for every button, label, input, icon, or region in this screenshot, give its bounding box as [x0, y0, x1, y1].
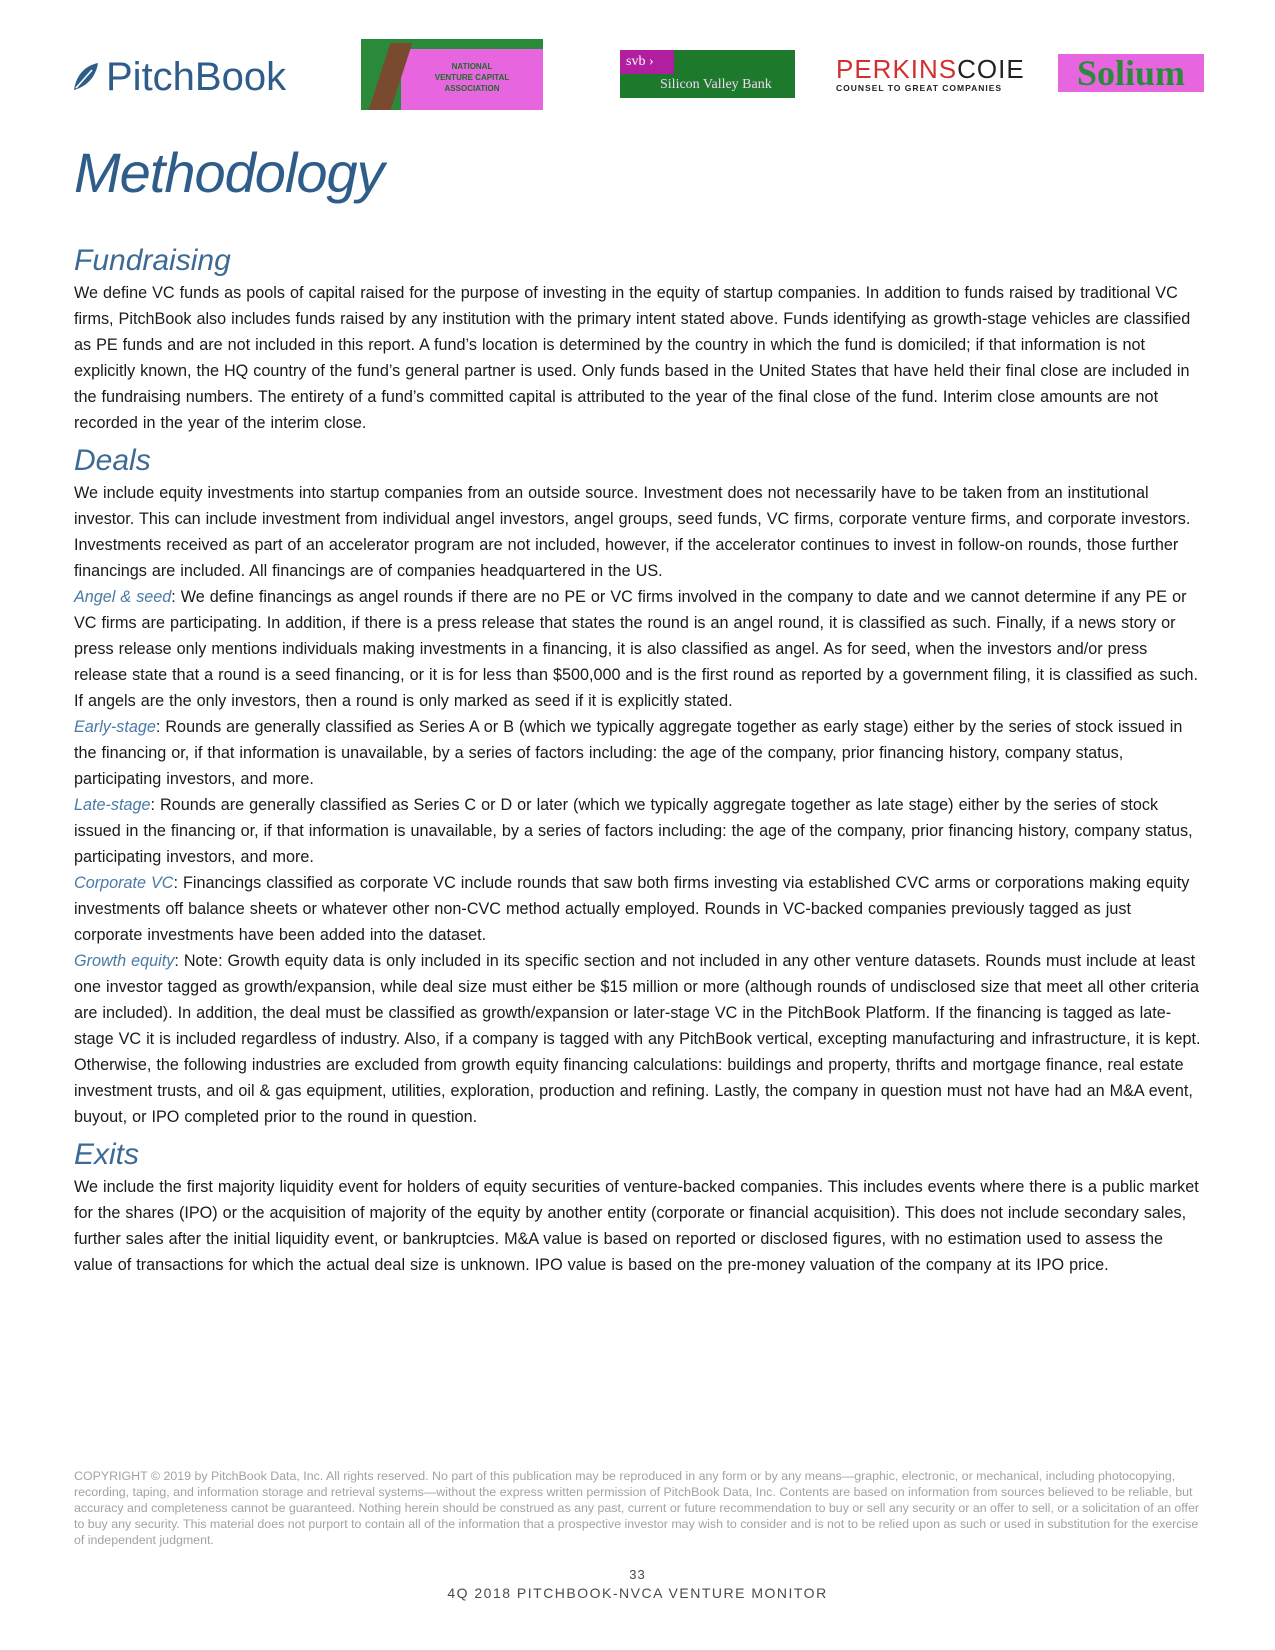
perkins-coie-logo [836, 54, 1025, 95]
svb-name: Silicon Valley Bank [660, 77, 772, 92]
corporate-vc-text: : Financings classified as corporate VC include rounds that saw both firms investing via established CVC arms or corporations making equity investments off balance sheets or whatever other non-CVC method actually employed. Rounds in VC-backed companies previously tagged as just corporate investments have been added into the dataset. [74, 874, 1190, 944]
corporate-vc-label: Corporate VC [74, 874, 174, 892]
coie-wordmark: COIE [957, 54, 1025, 84]
perkins-tagline: COUNSEL TO GREAT COMPANIES [836, 83, 1003, 93]
svb-tag: svb › [620, 50, 674, 74]
page-title: Methodology [74, 141, 384, 204]
pitchbook-leaf-icon [70, 60, 100, 94]
growth-equity-label: Growth equity [74, 952, 175, 970]
page-number: 33 [629, 1567, 646, 1582]
angel-seed-label: Angel & seed [74, 588, 172, 606]
methodology-content [74, 242, 1202, 1278]
exits-heading: Exits [74, 1138, 140, 1171]
fundraising-heading: Fundraising [74, 244, 231, 277]
early-stage-paragraph [74, 714, 1202, 792]
perkins-wordmark: PERKINS [836, 54, 958, 84]
growth-equity-text: : Note: Growth equity data is only included in its specific section and not included in any other venture datasets. Rounds must include at least one investor tagged as growth/expansion, while deal size must either be $15 million or more (although rounds of undisclosed size that meet all other criteria are included). In addition, the deal must be classified as growth/expansion or later-stage VC in the PitchBook Platform. If the financing is tagged as late-stage VC it is included regardless of industry. Also, if a company is tagged with any PitchBook vertical, excepting manufacturing and infrastructure, it is kept. Otherwise, the following industries are excluded from growth equity financing calculations: buildings and property, thrifts and mortgage finance, real estate investment trusts, and oil & gas equipment, utilities, exploration, production and refining. Lastly, the company in question must not have had an M&A event, buyout, or IPO completed prior to the round in question. [74, 952, 1201, 1126]
exits-paragraph: We include the first majority liquidity event for holders of equity securities of venture-backed companies. This includes events where there is a public market for the shares (IPO) or the acquisition of majority of the equity by another entity (corporate or financial acquisition). This does not include secondary sales, further sales after the initial liquidity event, or bankruptcies. M&A value is based on reported or disclosed figures, with no estimation used to assess the value of transactions for which the actual deal size is unknown. IPO value is based on the pre-money valuation of the company at its IPO price. [74, 1178, 1199, 1274]
late-stage-label: Late-stage [74, 796, 151, 814]
nvca-logo-text: NATIONAL VENTURE CAPITAL ASSOCIATION [434, 62, 510, 93]
fundraising-paragraph: We define VC funds as pools of capital raised for the purpose of investing in the equity of startup companies. In addition to funds raised by traditional VC firms, PitchBook also includes funds raised by any institution with the primary intent stated above. Funds identifying as growth-stage vehicles are classified as PE funds and are not included in this report. A fund’s location is determined by the country in which the fund is domiciled; if that information is not explicitly known, the HQ country of the fund’s general partner is used. Only funds based in the United States that have held their final close are included in the fundraising numbers. The entirety of a fund’s committed capital is attributed to the year of the final close of the fund. Interim close amounts are not recorded in the year of the interim close. [74, 284, 1191, 432]
solium-wordmark: Solium [1076, 53, 1186, 93]
svb-logo [620, 50, 795, 98]
growth-equity-paragraph [74, 948, 1202, 1130]
early-stage-label: Early-stage [74, 718, 156, 736]
early-stage-text: : Rounds are generally classified as Series A or B (which we typically aggregate together as early stage) either by the series of stock issued in the financing or, if that information is unavailable, by a series of factors including: the age of the company, prior financing history, company status, participating investors, and more. [74, 718, 1183, 788]
nvca-logo [361, 39, 543, 110]
deals-intro-paragraph: We include equity investments into startup companies from an outside source. Investment does not necessarily have to be taken from an institutional investor. This can include investment from individual angel investors, angel groups, seed funds, VC firms, corporate venture firms, and corporate investors. Investments received as part of an accelerator program are not included, however, if the accelerator continues to invest in follow-on rounds, those further financings are included. All financings are of companies headquartered in the US. [74, 484, 1191, 580]
sponsor-logos [0, 0, 1275, 120]
solium-logo [1058, 54, 1204, 92]
angel-seed-text: : We define financings as angel rounds if there are no PE or VC firms involved in the company to date and we cannot determine if any PE or VC firms are participating. In addition, if there is a press release that states the round is an angel round, it is classified as such. Finally, if a news story or press release only mentions individuals making investments in a financing, it is also classified as angel. As for seed, when the investors and/or press release state that a round is a seed financing, or it is for less than $500,000 and is the first round as reported by a government filing, it is classified as such. If angels are the only investors, then a round is only marked as seed if it is explicitly stated. [74, 588, 1199, 710]
corporate-vc-paragraph [74, 870, 1202, 948]
deals-heading: Deals [74, 444, 151, 477]
late-stage-paragraph [74, 792, 1202, 870]
pitchbook-logo [70, 52, 286, 102]
report-title-footer: 4Q 2018 PITCHBOOK-NVCA VENTURE MONITOR [447, 1585, 828, 1601]
pitchbook-logo-text: PitchBook [106, 54, 287, 99]
copyright-notice: COPYRIGHT © 2019 by PitchBook Data, Inc. All rights reserved. No part of this publication may be reproduced in any form or by any means—graphic, electronic, or mechanical, including photocopying, recording, taping, and information storage and retrieval systems—without the express written permission of PitchBook Data, Inc. Contents are based on information from sources believed to be reliable, but accuracy and completeness cannot be guaranteed. Nothing herein should be construed as any past, current or future recommendation to buy or sell any security or an offer to sell, or a solicitation of an offer to buy any security. This material does not purport to contain all of the information that a prospective investor may wish to consider and is not to be relied upon as such or used in substitution for the exercise of independent judgment. [74, 1469, 1199, 1547]
angel-seed-paragraph [74, 584, 1202, 714]
late-stage-text: : Rounds are generally classified as Series C or D or later (which we typically aggregate together as late stage) either by the series of stock issued in the financing or, if that information is unavailable, by a series of factors including: the age of the company, prior financing history, company status, participating investors, and more. [74, 796, 1193, 866]
